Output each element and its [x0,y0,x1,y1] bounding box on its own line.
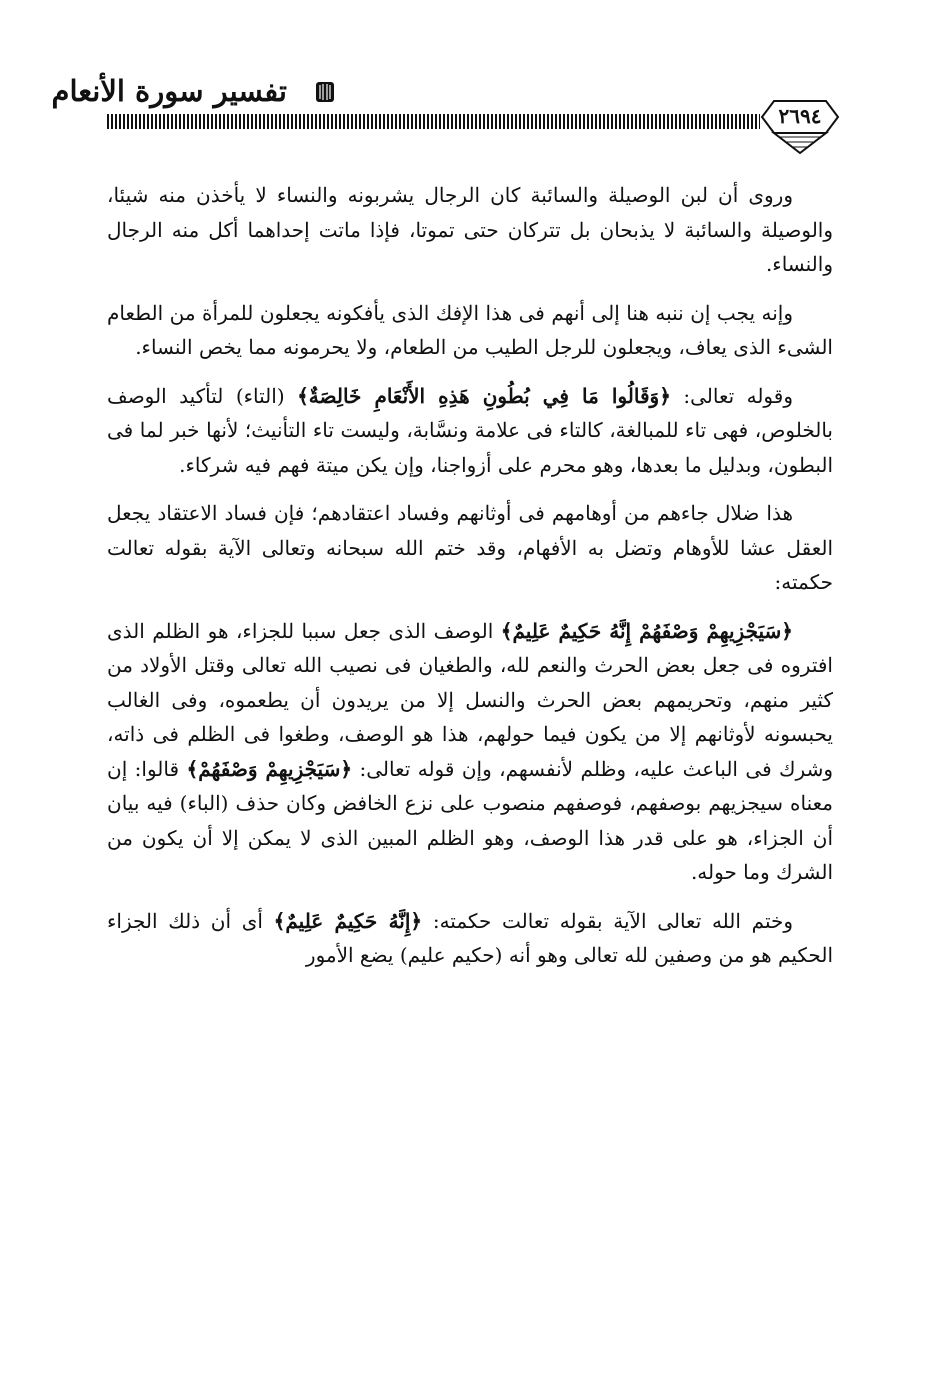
paragraph-3-lead: وقوله تعالى: [670,383,793,408]
paragraph-6-lead: وختم الله تعالى الآية بقوله تعالت حكمته: [422,908,793,933]
paragraph-4: هذا ضلال جاءهم من أوهامهم فى أوثانهم وفساد اعتقادهم؛ فإن فساد الاعتقاد يجعل العقل عشا للأوهام وتضل به الأفهام، وقد ختم الله سبحانه وتعالى الآية بقوله تعالت حكمته: [107,501,833,594]
header-rule [107,114,760,129]
page-body [107,178,833,987]
book-ornament-icon [314,79,336,105]
paragraph-3 [107,379,833,483]
quran-quote: ﴿وَقَالُوا مَا فِي بُطُونِ هَذِهِ الأَنْعَامِ خَالِصَةٌ﴾ [297,383,671,408]
paragraph-6-text: أى أن ذلك الجزاء الحكيم هو من وصفين لله تعالى وهو أنه (حكيم عليم) يضع الأمور [107,908,833,967]
running-header-title: تفسير سورة الأنعام [51,74,287,108]
paragraph-5 [107,614,833,890]
quran-quote: ﴿سَيَجْزِيهِمْ وَصْفَهُمْ إِنَّهُ حَكِيمٌ عَلِيمٌ﴾ [500,618,793,643]
paragraph-3-text: (التاء) لتأكيد الوصف بالخلوص، فهى تاء للمبالغة، كالتاء فى علامة ونسَّابة، وليست تاء التأنيث؛ لأنها خبر لما فى البطون، وبدليل ما بعدها، وهو محرم على أزواجنا، وإن يكن ميتة فهم فيه شركاء. [107,383,833,477]
quran-quote-inline: ﴿سَيَجْزِيهِمْ وَصْفَهُمْ﴾ [186,756,353,781]
paragraph-6 [107,904,833,973]
quran-quote: ﴿إِنَّهُ حَكِيمٌ عَلِيمٌ﴾ [273,908,423,933]
paragraph-5-text: الوصف الذى جعل سببا للجزاء، هو الظلم الذى افتروه فى جعل بعض الحرث والنعم لله، والطغيان فى نصيب الله تعالى وقتل الأولاد من كثير منهم، وتحريمهم بعض الحرث والنسل إلا من يريدون أن يطعموه، وفى الغالب يحبسونه لأوثانهم إلا من يكون فيما حولهم، هذا هو الوصف، وطغوا فى الظلم فى ذاته، وشرك فى الباعث عليه، وظلم لأنفسهم، وإن قوله تعالى: [107,618,833,781]
paragraph-5-text-end: قالوا: إن معناه سيجزيهم بوصفهم، فوصفهم منصوب على نزع الخافض وكان حذف (الباء) فيه بيان أن الجزاء، هو على قدر هذا الوصف، وهو الظلم المبين الذى لا يمكن إلا أن يكون من الشرك وما حوله. [107,756,833,884]
page-number: ٢٦٩٤ [778,104,822,128]
paragraph-1: وروى أن لبن الوصيلة والسائبة كان الرجال يشربونه والنساء لا يأخذن منه شيئا، والوصيلة والسائبة لا يذبحان بل تتركان حتى تموتا، فإذا ماتت إحداهما أكل منه الرجال والنساء. [107,183,833,276]
paragraph-2: وإنه يجب إن ننبه هنا إلى أنهم فى هذا الإفك الذى يأفكونه يجعلون للمرأة من الطعام الشىء الذى يعاف، ويجعلون للرجل الطيب من الطعام، ولا يحرمونه مما يخص النساء. [107,300,833,359]
